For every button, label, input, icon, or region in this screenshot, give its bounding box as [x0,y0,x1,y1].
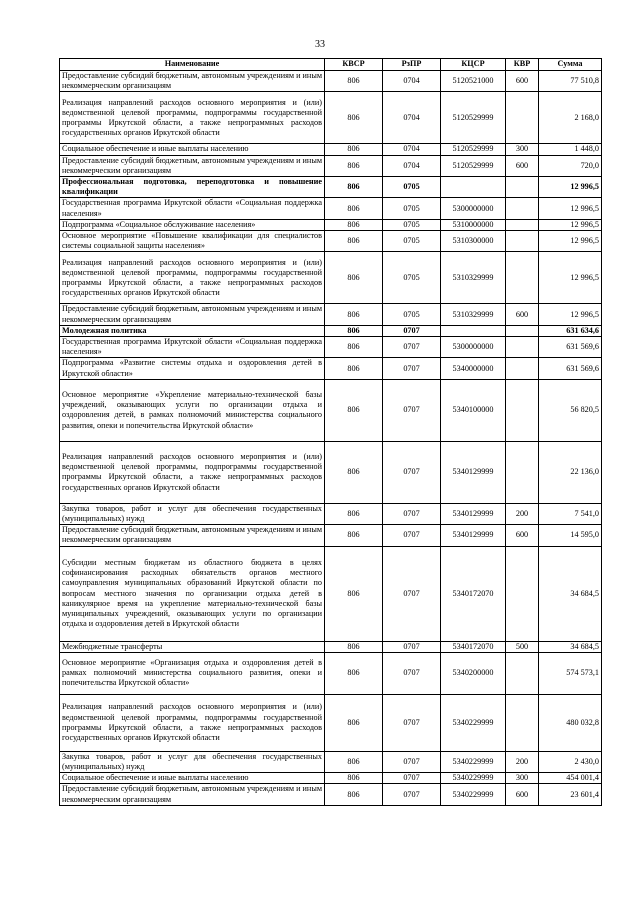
cell-kcsr: 5340129999 [441,441,506,503]
table-row [60,379,602,441]
table-row [60,177,602,198]
cell-kcsr [441,325,506,336]
cell-rzpr: 0707 [383,379,441,441]
header-sum: Сумма [539,59,602,71]
cell-kcsr: 5340229999 [441,773,506,784]
cell-kcsr: 5340172070 [441,546,506,641]
cell-sum: 12 996,5 [539,231,602,252]
cell-sum: 12 996,5 [539,252,602,304]
cell-name: Профессиональная подготовка, переподготовка и повышение квалификации [60,177,325,198]
table-row [60,441,602,503]
cell-name: Реализация направлений расходов основного мероприятия и (или) ведомственной целевой программы, подпрограммы государственной программы Иркутской области, а также непрограммных расходов государственных органов Иркутской области [60,441,325,503]
cell-kcsr: 5340129999 [441,525,506,546]
cell-kcsr: 5340129999 [441,503,506,524]
cell-kvr: 600 [506,155,539,176]
cell-name: Подпрограмма «Развитие системы отдыха и оздоровления детей в Иркутской области» [60,358,325,379]
header-kvsr: КВСР [325,59,383,71]
budget-table [59,58,602,806]
cell-kvsr: 806 [325,546,383,641]
cell-kvr [506,546,539,641]
cell-name: Реализация направлений расходов основного мероприятия и (или) ведомственной целевой программы, подпрограммы государственной программы Иркутской области, а также непрограммных расходов государственных органов Иркутской области [60,252,325,304]
cell-sum: 1 448,0 [539,144,602,155]
cell-kcsr: 5340200000 [441,652,506,694]
cell-sum: 631 569,6 [539,337,602,358]
cell-rzpr: 0707 [383,503,441,524]
cell-kcsr: 5340229999 [441,751,506,772]
cell-sum: 12 996,5 [539,304,602,325]
cell-sum: 56 820,5 [539,379,602,441]
cell-kvsr: 806 [325,503,383,524]
cell-kvr: 600 [506,784,539,805]
cell-kvr: 200 [506,751,539,772]
table-row [60,641,602,652]
table-row [60,546,602,641]
cell-kcsr: 5310329999 [441,304,506,325]
header-kcsr: КЦСР [441,59,506,71]
cell-kvsr: 806 [325,71,383,92]
table-row [60,751,602,772]
cell-sum: 631 569,6 [539,358,602,379]
cell-kvr [506,337,539,358]
table-row [60,219,602,230]
cell-kcsr: 5310300000 [441,231,506,252]
cell-kvsr: 806 [325,155,383,176]
cell-name: Основное мероприятие «Повышение квалификации для специалистов системы социальной защиты населения» [60,231,325,252]
table-row [60,92,602,144]
cell-kvr [506,694,539,751]
cell-name: Закупка товаров, работ и услуг для обеспечения государственных (муниципальных) нужд [60,751,325,772]
cell-kvsr: 806 [325,231,383,252]
table-row [60,231,602,252]
cell-kvr [506,231,539,252]
cell-kvsr: 806 [325,144,383,155]
cell-rzpr: 0707 [383,694,441,751]
cell-kcsr: 5340229999 [441,694,506,751]
cell-kvsr: 806 [325,177,383,198]
cell-sum: 631 634,6 [539,325,602,336]
table-row [60,337,602,358]
table-row [60,694,602,751]
table-row [60,144,602,155]
cell-name: Предоставление субсидий бюджетным, автономным учреждениям и иным некоммерческим организациям [60,304,325,325]
cell-rzpr: 0705 [383,219,441,230]
cell-name: Социальное обеспечение и иные выплаты населению [60,144,325,155]
cell-sum: 12 996,5 [539,198,602,219]
cell-kvsr: 806 [325,441,383,503]
cell-kcsr: 5300000000 [441,198,506,219]
page-number: 33 [315,39,325,50]
cell-name: Подпрограмма «Социальное обслуживание населения» [60,219,325,230]
cell-rzpr: 0707 [383,441,441,503]
cell-name: Предоставление субсидий бюджетным, автономным учреждениям и иным некоммерческим организациям [60,155,325,176]
cell-kvsr: 806 [325,304,383,325]
cell-kvsr: 806 [325,773,383,784]
cell-kvr: 600 [506,71,539,92]
cell-kvr: 500 [506,641,539,652]
header-rzpr: РзПР [383,59,441,71]
cell-sum: 2 168,0 [539,92,602,144]
table-row [60,652,602,694]
cell-name: Основное мероприятие «Укрепление материально-технической базы учреждений, оказывающих услуги по организации отдыха и оздоровления детей, в рамках полномочий министерства социального развития, опеки и попечительства Иркутской области» [60,379,325,441]
cell-rzpr: 0707 [383,641,441,652]
cell-kvsr: 806 [325,751,383,772]
cell-sum: 34 684,5 [539,546,602,641]
cell-kcsr: 5120529999 [441,144,506,155]
cell-kvr [506,325,539,336]
cell-rzpr: 0707 [383,337,441,358]
cell-kcsr: 5340100000 [441,379,506,441]
cell-kvr [506,652,539,694]
cell-name: Предоставление субсидий бюджетным, автономным учреждениям и иным некоммерческим организациям [60,71,325,92]
cell-sum: 23 601,4 [539,784,602,805]
cell-kvsr: 806 [325,337,383,358]
cell-sum: 480 032,8 [539,694,602,751]
header-name: Наименование [60,59,325,71]
cell-kvr: 600 [506,525,539,546]
cell-kvsr: 806 [325,92,383,144]
cell-sum: 720,0 [539,155,602,176]
cell-kcsr: 5120521000 [441,71,506,92]
cell-kvsr: 806 [325,694,383,751]
cell-kvsr: 806 [325,641,383,652]
cell-name: Молодежная политика [60,325,325,336]
cell-kvsr: 806 [325,219,383,230]
table-row [60,198,602,219]
cell-sum: 77 510,8 [539,71,602,92]
cell-kcsr: 5340229999 [441,784,506,805]
cell-rzpr: 0705 [383,304,441,325]
cell-rzpr: 0707 [383,325,441,336]
cell-name: Реализация направлений расходов основного мероприятия и (или) ведомственной целевой программы, подпрограммы государственной программы Иркутской области, а также непрограммных расходов государственных органов Иркутской области [60,694,325,751]
cell-kcsr: 5310000000 [441,219,506,230]
cell-kvsr: 806 [325,198,383,219]
table-header-row [60,59,602,71]
cell-kvr: 300 [506,144,539,155]
cell-rzpr: 0707 [383,751,441,772]
cell-name: Межбюджетные трансферты [60,641,325,652]
cell-rzpr: 0704 [383,155,441,176]
cell-name: Субсидии местным бюджетам из областного бюджета в целях софинансирования расходных обязательств органов местного самоуправления муниципальных образований Иркутской области по вопросам местного значения по организации отдыха детей в каникулярное время на укрепление материально-технической базы муниципальных учреждений, оказывающих услуги по организации отдыха и оздоровления детей в Иркутской области [60,546,325,641]
cell-kvsr: 806 [325,784,383,805]
cell-sum: 574 573,1 [539,652,602,694]
cell-kvr [506,441,539,503]
cell-sum: 22 136,0 [539,441,602,503]
cell-name: Реализация направлений расходов основного мероприятия и (или) ведомственной целевой программы, подпрограммы государственной программы Иркутской области, а также непрограммных расходов государственных органов Иркутской области [60,92,325,144]
cell-kvr: 300 [506,773,539,784]
cell-kvsr: 806 [325,325,383,336]
cell-kvr [506,177,539,198]
cell-rzpr: 0705 [383,252,441,304]
cell-rzpr: 0704 [383,71,441,92]
table-row [60,503,602,524]
cell-kvr [506,219,539,230]
table-row [60,784,602,805]
cell-name: Закупка товаров, работ и услуг для обеспечения государственных (муниципальных) нужд [60,503,325,524]
cell-rzpr: 0707 [383,546,441,641]
cell-rzpr: 0707 [383,358,441,379]
cell-kvr: 600 [506,304,539,325]
cell-rzpr: 0707 [383,525,441,546]
cell-sum: 34 684,5 [539,641,602,652]
cell-rzpr: 0705 [383,198,441,219]
cell-rzpr: 0704 [383,92,441,144]
cell-kcsr: 5300000000 [441,337,506,358]
cell-kvr [506,92,539,144]
cell-name: Социальное обеспечение и иные выплаты населению [60,773,325,784]
cell-kvr [506,252,539,304]
cell-name: Государственная программа Иркутской области «Социальная поддержка населения» [60,198,325,219]
table-row [60,155,602,176]
table-row [60,252,602,304]
table-row [60,525,602,546]
cell-name: Основное мероприятие «Организация отдыха и оздоровления детей в рамках полномочий министерства социального развития, опеки и попечительства Иркутской области» [60,652,325,694]
cell-rzpr: 0704 [383,144,441,155]
cell-name: Предоставление субсидий бюджетным, автономным учреждениям и иным некоммерческим организациям [60,784,325,805]
cell-rzpr: 0707 [383,652,441,694]
cell-name: Государственная программа Иркутской области «Социальная поддержка населения» [60,337,325,358]
cell-kcsr: 5120529999 [441,155,506,176]
cell-sum: 2 430,0 [539,751,602,772]
cell-kvr [506,379,539,441]
table-row [60,773,602,784]
cell-sum: 12 996,5 [539,219,602,230]
cell-rzpr: 0705 [383,231,441,252]
table-row [60,358,602,379]
cell-kvr: 200 [506,503,539,524]
cell-sum: 14 595,0 [539,525,602,546]
cell-kcsr [441,177,506,198]
cell-kvsr: 806 [325,379,383,441]
cell-kvsr: 806 [325,252,383,304]
cell-rzpr: 0707 [383,773,441,784]
table-row [60,325,602,336]
cell-rzpr: 0707 [383,784,441,805]
cell-sum: 12 996,5 [539,177,602,198]
header-kvr: КВР [506,59,539,71]
cell-kcsr: 5120529999 [441,92,506,144]
table-body [60,71,602,806]
cell-rzpr: 0705 [383,177,441,198]
cell-kvsr: 806 [325,525,383,546]
cell-kvr [506,198,539,219]
cell-kvsr: 806 [325,358,383,379]
cell-sum: 7 541,0 [539,503,602,524]
cell-sum: 454 001,4 [539,773,602,784]
cell-name: Предоставление субсидий бюджетным, автономным учреждениям и иным некоммерческим организациям [60,525,325,546]
cell-kcsr: 5340172070 [441,641,506,652]
cell-kvsr: 806 [325,652,383,694]
table-row [60,304,602,325]
cell-kvr [506,358,539,379]
table-row [60,71,602,92]
cell-kcsr: 5310329999 [441,252,506,304]
cell-kcsr: 5340000000 [441,358,506,379]
